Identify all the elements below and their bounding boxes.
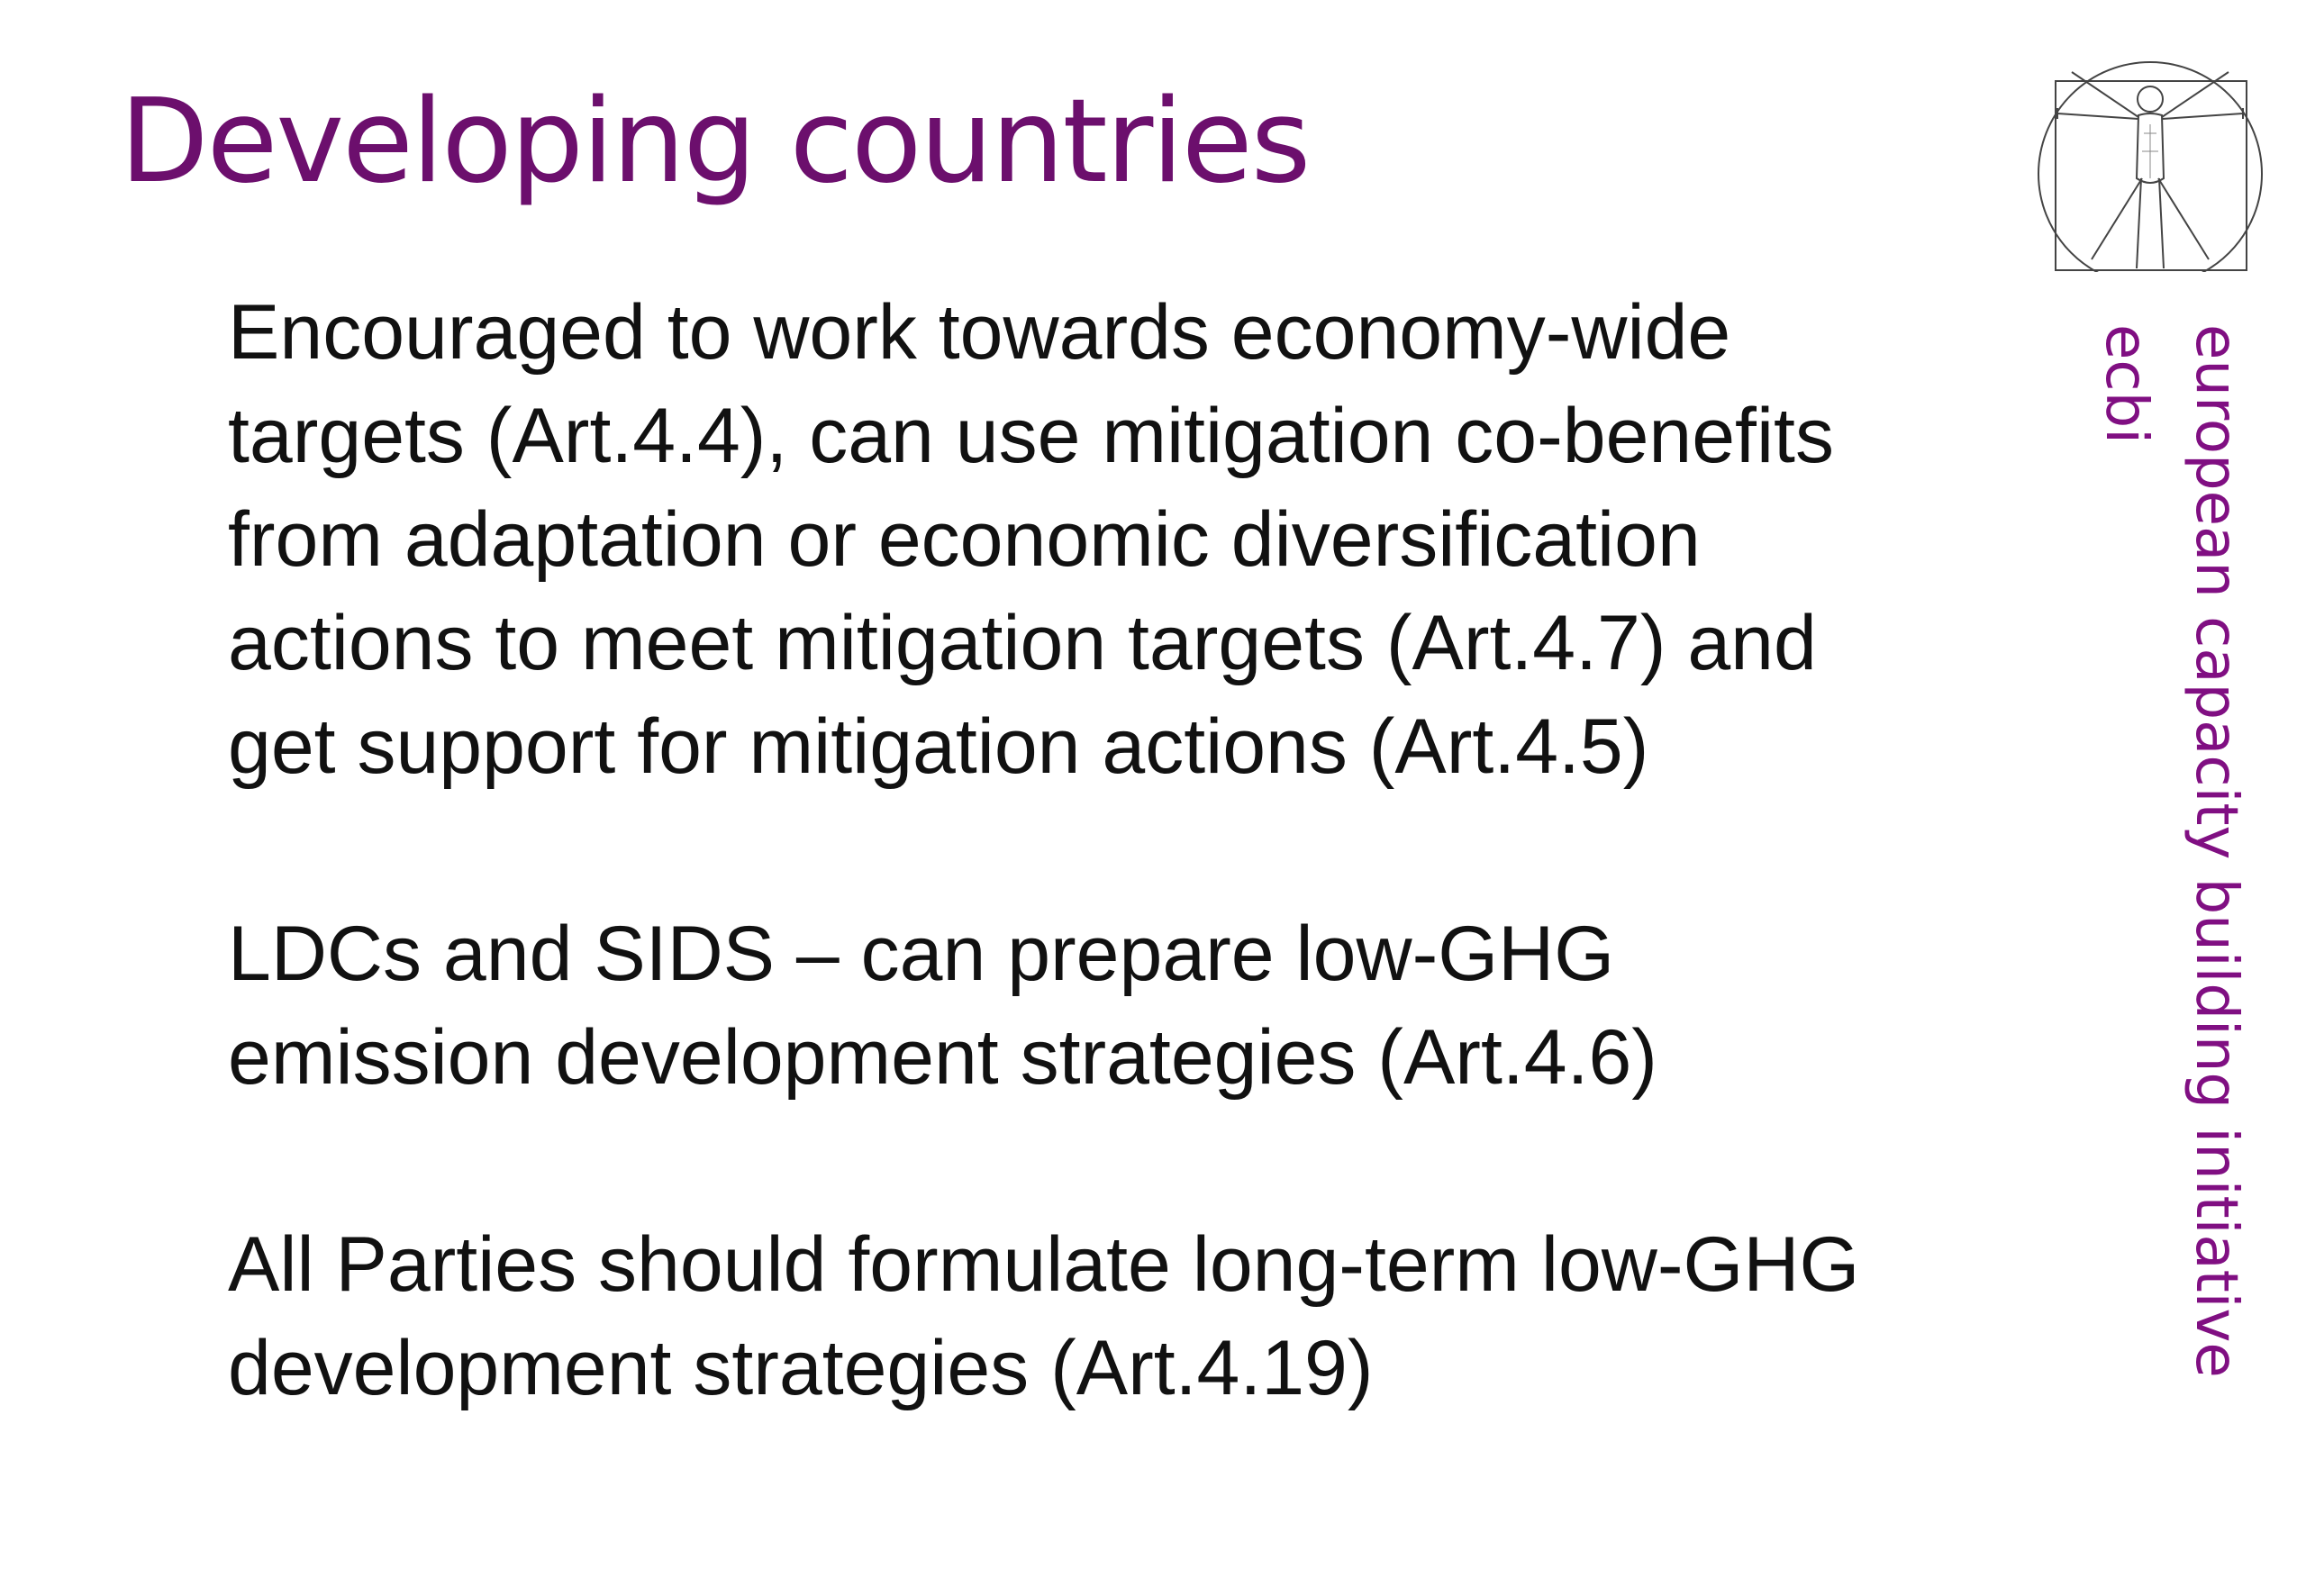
paragraph-ldcs-sids: LDCs and SIDS – can prepare low-GHG emission development strategies (Art.4.6) bbox=[228, 911, 1657, 1101]
org-acronym: ecbi bbox=[2093, 324, 2159, 444]
org-name: european capacity building initiative bbox=[2183, 324, 2249, 1378]
paragraph-all-parties: All Parties should formulate long-term low-GHG development strategies (Art.4.19) bbox=[228, 1221, 1860, 1411]
paragraph-economy-wide-targets: Encouraged to work towards economy-wide targets (Art.4.4), can use mitigation co-benefits from adaptation or economic diversification actions to meet mitigation targets (Art.4.7) and get support for mitigation actions (Art.4.5) bbox=[228, 289, 1834, 790]
slide-body bbox=[228, 281, 1921, 1420]
slide-title: Developing countries bbox=[120, 75, 1310, 209]
vitruvian-man-icon bbox=[2038, 43, 2263, 272]
org-branding-vertical bbox=[2081, 324, 2261, 1378]
